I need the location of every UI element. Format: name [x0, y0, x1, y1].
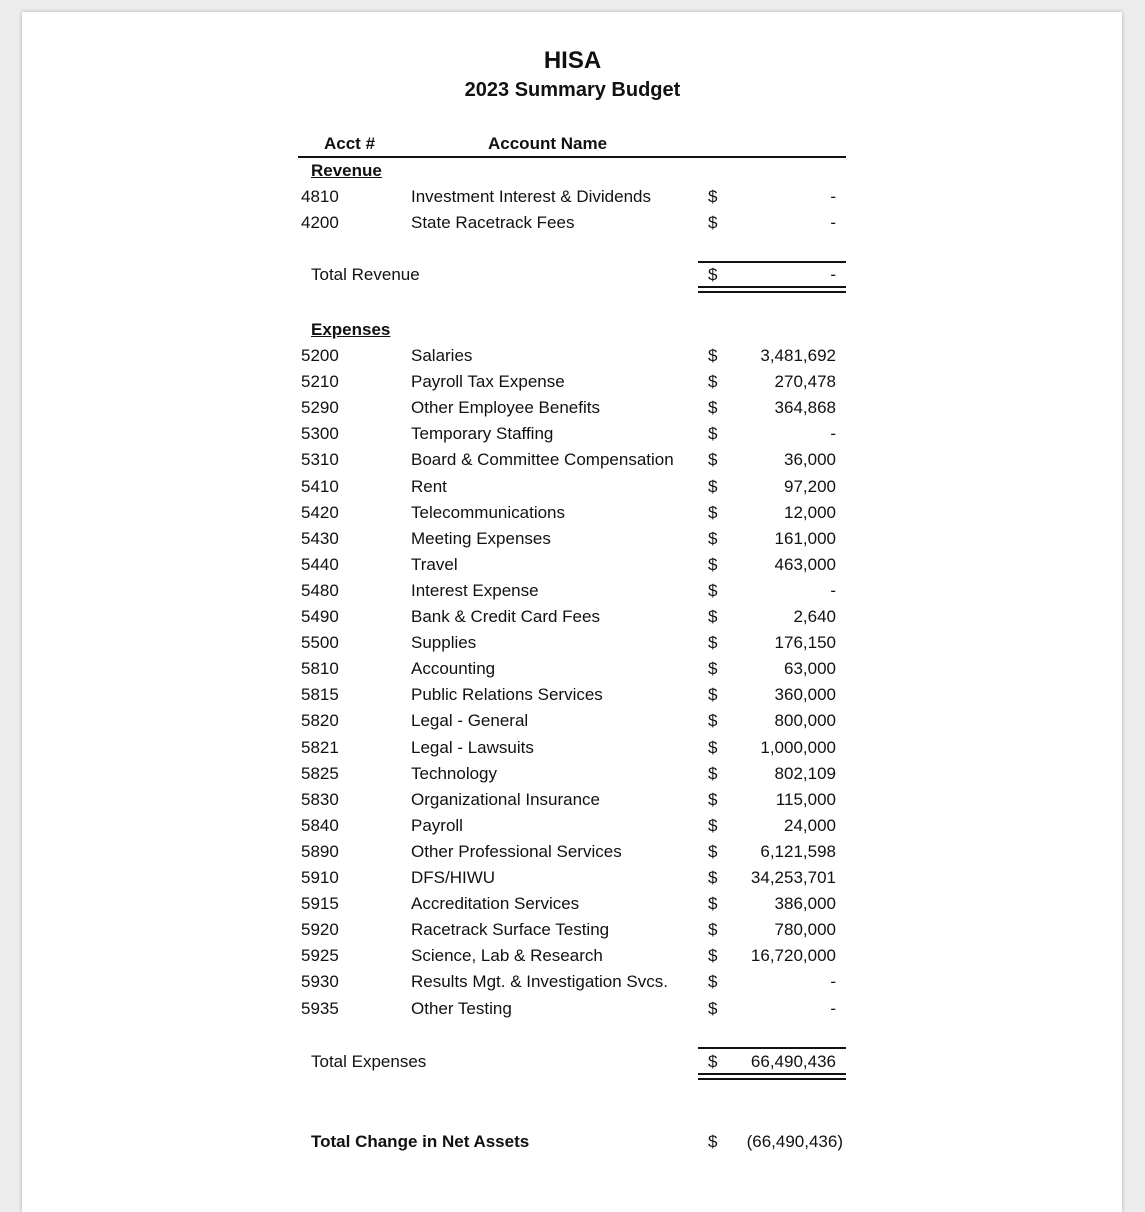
- currency-symbol: $: [708, 633, 718, 653]
- account-number: 5920: [301, 920, 339, 940]
- account-name: Payroll Tax Expense: [411, 372, 565, 392]
- amount: 63,000: [784, 659, 836, 679]
- amount: 800,000: [774, 711, 836, 731]
- amount: 463,000: [774, 554, 836, 574]
- budget-row: [0, 868, 1145, 894]
- account-number: 5890: [301, 841, 339, 861]
- amount: 386,000: [774, 894, 836, 914]
- amount: 161,000: [774, 528, 836, 548]
- account-name: Accounting: [411, 659, 496, 679]
- amount: 34,253,701: [750, 868, 836, 887]
- account-name: Rent: [411, 476, 447, 496]
- currency-symbol: $: [708, 920, 718, 940]
- account-name: Meeting Expenses: [411, 528, 551, 548]
- account-name: Other Professional Services: [411, 841, 622, 861]
- budget-row: [0, 477, 1145, 503]
- net-assets-amount: (66,490,436): [746, 1132, 843, 1151]
- net-assets-currency: $: [708, 1132, 718, 1151]
- account-name: Racetrack Surface Testing: [411, 920, 610, 940]
- total-revenue-row: [0, 265, 1145, 291]
- account-number: 5830: [301, 789, 339, 809]
- account-number: 4200: [301, 213, 339, 232]
- account-name: Results Mgt. & Investigation Svcs.: [411, 972, 668, 992]
- budget-row: [0, 398, 1145, 424]
- budget-row: [0, 529, 1145, 555]
- account-name: Salaries: [411, 346, 473, 365]
- total-expenses-amount: 66,490,436: [750, 1052, 836, 1071]
- account-name: Organizational Insurance: [411, 789, 601, 809]
- currency-symbol: $: [708, 607, 718, 626]
- currency-symbol: $: [708, 946, 718, 966]
- budget-row: [0, 450, 1145, 476]
- amount: 360,000: [774, 685, 836, 705]
- currency-symbol: $: [708, 685, 718, 705]
- amount: 780,000: [774, 920, 836, 940]
- account-name: Interest Expense: [411, 580, 539, 600]
- account-name: Legal - Lawsuits: [411, 737, 534, 757]
- amount: 3,481,692: [760, 346, 836, 365]
- account-name: DFS/HIWU: [411, 868, 496, 887]
- budget-row: [0, 424, 1145, 450]
- currency-symbol: $: [708, 998, 718, 1018]
- amount: -: [830, 424, 836, 444]
- account-number: 5935: [301, 998, 339, 1018]
- currency-symbol: $: [708, 398, 718, 418]
- header-account-name: Account Name: [488, 134, 608, 153]
- currency-symbol: $: [708, 868, 718, 887]
- budget-row: [0, 346, 1145, 372]
- budget-row: [0, 711, 1145, 737]
- account-number: 5440: [301, 554, 339, 574]
- revenue-total-double-rule: [698, 286, 846, 293]
- account-name: Temporary Staffing: [411, 424, 554, 444]
- account-name: Bank & Credit Card Fees: [411, 607, 600, 626]
- total-expenses-label: Total Expenses: [311, 1052, 427, 1071]
- revenue-heading: Revenue: [311, 161, 382, 180]
- account-number: 5480: [301, 580, 339, 600]
- budget-row: [0, 187, 1145, 213]
- currency-symbol: $: [708, 502, 718, 522]
- budget-row: [0, 581, 1145, 607]
- amount: 364,868: [774, 398, 836, 418]
- account-number: 5820: [301, 711, 339, 731]
- total-revenue-label: Total Revenue: [311, 265, 420, 284]
- account-number: 5500: [301, 633, 339, 653]
- currency-symbol: $: [708, 815, 718, 835]
- budget-row: [0, 555, 1145, 581]
- budget-row: [0, 213, 1145, 239]
- currency-symbol: $: [708, 554, 718, 574]
- budget-row: [0, 946, 1145, 972]
- account-number: 5410: [301, 476, 339, 496]
- currency-symbol: $: [708, 213, 718, 232]
- amount: -: [830, 187, 836, 206]
- currency-symbol: $: [708, 789, 718, 809]
- account-number: 5910: [301, 868, 339, 887]
- account-number: 5821: [301, 737, 339, 757]
- expenses-total-double-rule: [698, 1073, 846, 1080]
- budget-row: [0, 790, 1145, 816]
- account-name: Other Employee Benefits: [411, 398, 600, 418]
- currency-symbol: $: [708, 659, 718, 679]
- budget-row: [0, 972, 1145, 998]
- account-number: 5310: [301, 450, 339, 470]
- account-number: 5300: [301, 424, 339, 444]
- net-assets-label: Total Change in Net Assets: [311, 1132, 530, 1151]
- currency-symbol: $: [708, 580, 718, 600]
- amount: 97,200: [784, 476, 836, 496]
- budget-row: [0, 764, 1145, 790]
- account-number: 5930: [301, 972, 339, 992]
- budget-row: [0, 633, 1145, 659]
- account-name: Travel: [411, 554, 458, 574]
- header-acct: Acct #: [324, 134, 376, 153]
- account-number: 5290: [301, 398, 339, 418]
- budget-row: [0, 842, 1145, 868]
- expenses-heading: Expenses: [311, 320, 391, 339]
- amount: 176,150: [774, 633, 836, 653]
- budget-row: [0, 738, 1145, 764]
- amount: 802,109: [774, 763, 836, 783]
- budget-row: [0, 372, 1145, 398]
- amount: 270,478: [774, 372, 836, 392]
- account-number: 5420: [301, 502, 339, 522]
- total-expenses-row: [0, 1052, 1145, 1078]
- currency-symbol: $: [708, 528, 718, 548]
- currency-symbol: $: [708, 763, 718, 783]
- currency-symbol: $: [708, 841, 718, 861]
- budget-row: [0, 659, 1145, 685]
- budget-row: [0, 607, 1145, 633]
- account-name: Telecommunications: [411, 502, 566, 522]
- amount: 1,000,000: [760, 737, 836, 757]
- amount: -: [830, 998, 836, 1018]
- amount: 2,640: [793, 607, 836, 626]
- budget-row: [0, 503, 1145, 529]
- amount: -: [830, 972, 836, 992]
- account-name: Legal - General: [411, 711, 529, 731]
- amount: 36,000: [784, 450, 836, 470]
- amount: 115,000: [775, 789, 836, 809]
- currency-symbol: $: [708, 711, 718, 731]
- account-number: 4810: [301, 187, 339, 206]
- currency-symbol: $: [708, 737, 718, 757]
- account-name: Board & Committee Compensation: [411, 450, 674, 470]
- account-name: State Racetrack Fees: [411, 213, 575, 232]
- account-number: 5840: [301, 815, 339, 835]
- total-expenses-currency: $: [708, 1052, 718, 1071]
- revenue-total-top-rule: [698, 261, 846, 263]
- account-number: 5925: [301, 946, 339, 966]
- currency-symbol: $: [708, 894, 718, 914]
- account-name: Science, Lab & Research: [411, 946, 603, 966]
- budget-row: [0, 894, 1145, 920]
- account-number: 5210: [301, 372, 339, 392]
- amount: -: [830, 580, 836, 600]
- budget-row: [0, 999, 1145, 1025]
- total-revenue-currency: $: [708, 265, 718, 284]
- account-name: Supplies: [411, 633, 477, 653]
- currency-symbol: $: [708, 372, 718, 392]
- account-number: 5915: [301, 894, 339, 914]
- account-name: Technology: [411, 763, 498, 783]
- expenses-total-top-rule: [698, 1047, 846, 1049]
- amount: 16,720,000: [750, 946, 836, 966]
- budget-row: [0, 816, 1145, 842]
- currency-symbol: $: [708, 450, 718, 470]
- account-name: Other Testing: [411, 998, 512, 1018]
- document-subtitle: 2023 Summary Budget: [464, 79, 681, 101]
- currency-symbol: $: [708, 424, 718, 444]
- account-name: Payroll: [411, 815, 463, 835]
- budget-row: [0, 920, 1145, 946]
- account-name: Investment Interest & Dividends: [411, 187, 652, 206]
- account-name: Accreditation Services: [411, 894, 580, 914]
- account-name: Public Relations Services: [411, 685, 603, 705]
- amount: 12,000: [784, 502, 836, 522]
- amount: 24,000: [784, 815, 836, 835]
- account-number: 5490: [301, 607, 339, 626]
- account-number: 5200: [301, 346, 339, 365]
- account-number: 5825: [301, 763, 339, 783]
- amount: 6,121,598: [760, 841, 836, 861]
- document-title: HISA: [543, 47, 602, 74]
- account-number: 5430: [301, 528, 339, 548]
- currency-symbol: $: [708, 346, 718, 365]
- account-number: 5815: [301, 685, 339, 705]
- currency-symbol: $: [708, 187, 718, 206]
- header-rule: [298, 156, 846, 158]
- currency-symbol: $: [708, 972, 718, 992]
- total-revenue-amount: -: [830, 265, 836, 284]
- amount: -: [830, 213, 836, 232]
- account-number: 5810: [301, 659, 339, 679]
- currency-symbol: $: [708, 476, 718, 496]
- budget-row: [0, 685, 1145, 711]
